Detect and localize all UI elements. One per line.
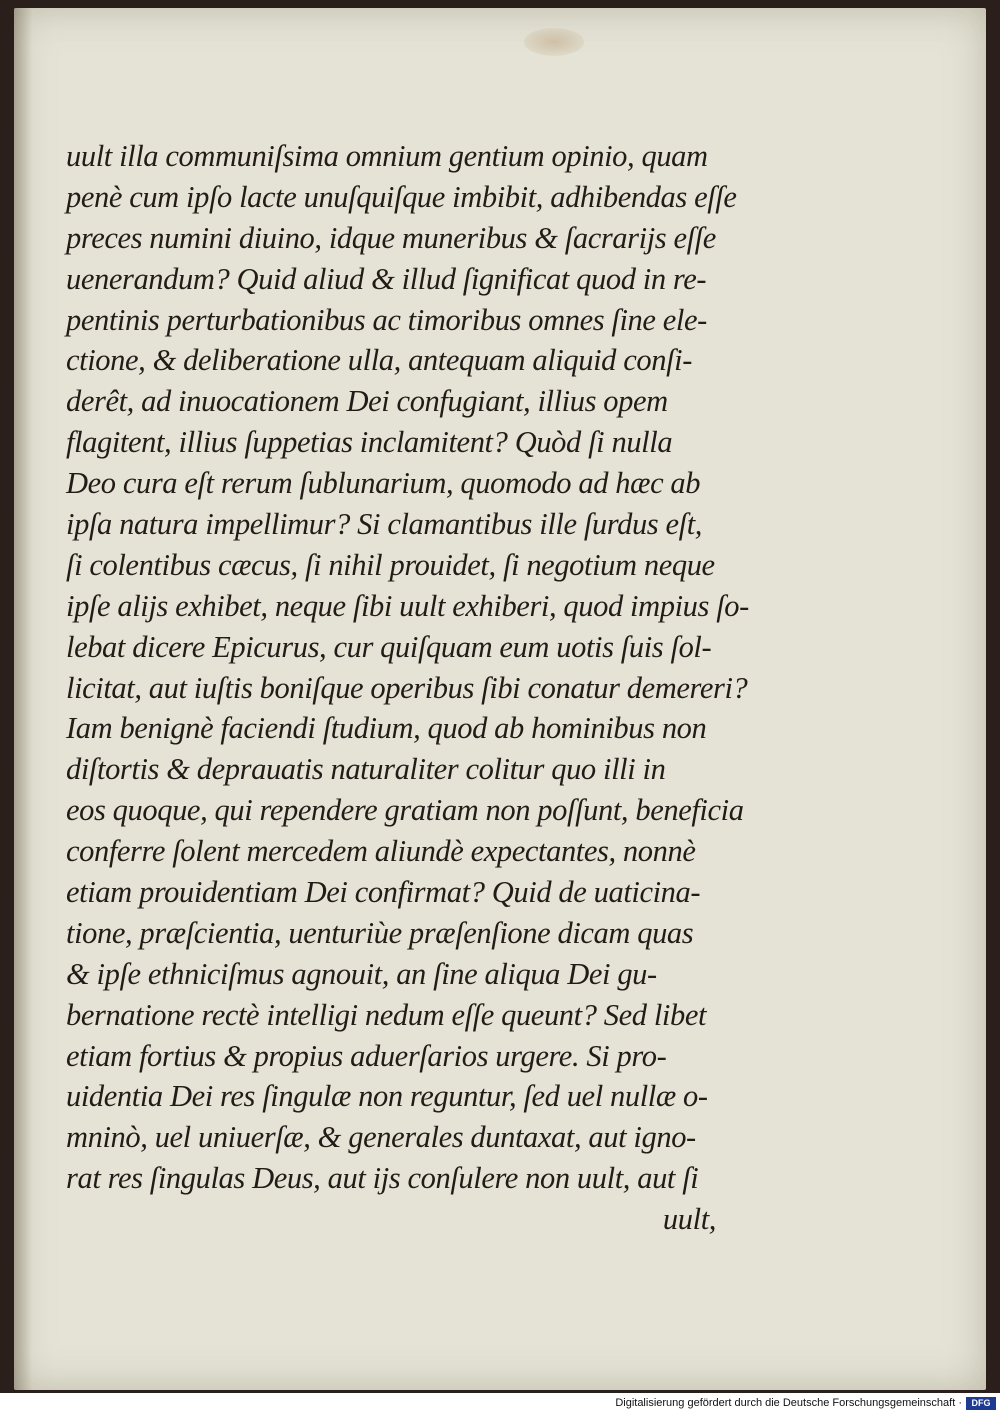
- text-line: & ipſe ethniciſmus agnouit, an ſine aliqua Dei gu-: [66, 956, 657, 991]
- text-line: ſi colentibus cæcus, ſi nihil prouidet, ſi negotium neque: [66, 547, 715, 582]
- text-line: derêt, ad inuocationem Dei confugiant, illius opem: [66, 384, 668, 419]
- catchword: uult,: [662, 1202, 716, 1237]
- text-line: tione, præſcientia, uenturiùe præſenſione dicam quas: [66, 915, 694, 950]
- text-line: uenerandum? Quid aliud & illud ſignificat quod in re-: [66, 261, 707, 296]
- text-line: eos quoque, qui rependere gratiam non poſſunt, beneficia: [66, 793, 744, 828]
- text-block: [66, 136, 766, 1240]
- text-line: etiam prouidentiam Dei confirmat? Quid de uaticina-: [66, 875, 701, 910]
- text-line: licitat, aut iuſtis boniſque operibus ſibi conatur demereri?: [66, 670, 748, 705]
- text-line: lebat dicere Epicurus, cur quiſquam eum uotis ſuis ſol-: [66, 629, 712, 664]
- text-line: pentinis perturbationibus ac timoribus omnes ſine ele-: [66, 302, 707, 337]
- text-line: penè cum ipſo lacte unuſquiſque imbibit, adhibendas eſſe: [66, 179, 737, 214]
- text-line: Iam benignè faciendi ſtudium, quod ab hominibus non: [66, 711, 707, 746]
- dfg-logo-icon: DFG: [966, 1397, 996, 1410]
- text-line: bernatione rectè intelligi nedum eſſe queunt? Sed libet: [66, 997, 707, 1032]
- funding-credit: Digitalisierung gefördert durch die Deutsche Forschungsgemeinschaft ·: [615, 1397, 962, 1409]
- text-line: uidentia Dei res ſingulæ non reguntur, ſed uel nullæ o-: [66, 1079, 708, 1114]
- text-line: ctione, & deliberatione ulla, antequam aliquid conſi-: [66, 343, 692, 378]
- text-line: uult illa communiſsima omnium gentium opinio, quam: [66, 139, 708, 173]
- text-line: preces numini diuino, idque muneribus & ſacrarijs eſſe: [66, 220, 716, 255]
- footer-bar: [0, 1394, 1000, 1415]
- text-line: Deo cura eſt rerum ſublunarium, quomodo ad hæc ab: [66, 466, 701, 501]
- book-page: [14, 8, 986, 1390]
- text-line: flagitent, illius ſuppetias inclamitent? Quòd ſi nulla: [66, 425, 673, 460]
- text-line: rat res ſingulas Deus, aut ijs conſulere non uult, aut ſi: [66, 1161, 699, 1196]
- text-line: ipſe alijs exhibet, neque ſibi uult exhiberi, quod impius ſo-: [66, 588, 749, 623]
- text-line: diſtortis & deprauatis naturaliter colitur quo illi in: [66, 752, 666, 787]
- text-line: etiam fortius & propius aduerſarios urgere. Si pro-: [66, 1038, 667, 1073]
- text-line: ipſa natura impellimur? Si clamantibus ille ſurdus eſt,: [66, 507, 702, 542]
- text-line: mninò, uel uniuerſæ, & generales duntaxat, aut igno-: [66, 1120, 696, 1155]
- text-line: conferre ſolent mercedem aliundè expectantes, nonnè: [66, 834, 696, 869]
